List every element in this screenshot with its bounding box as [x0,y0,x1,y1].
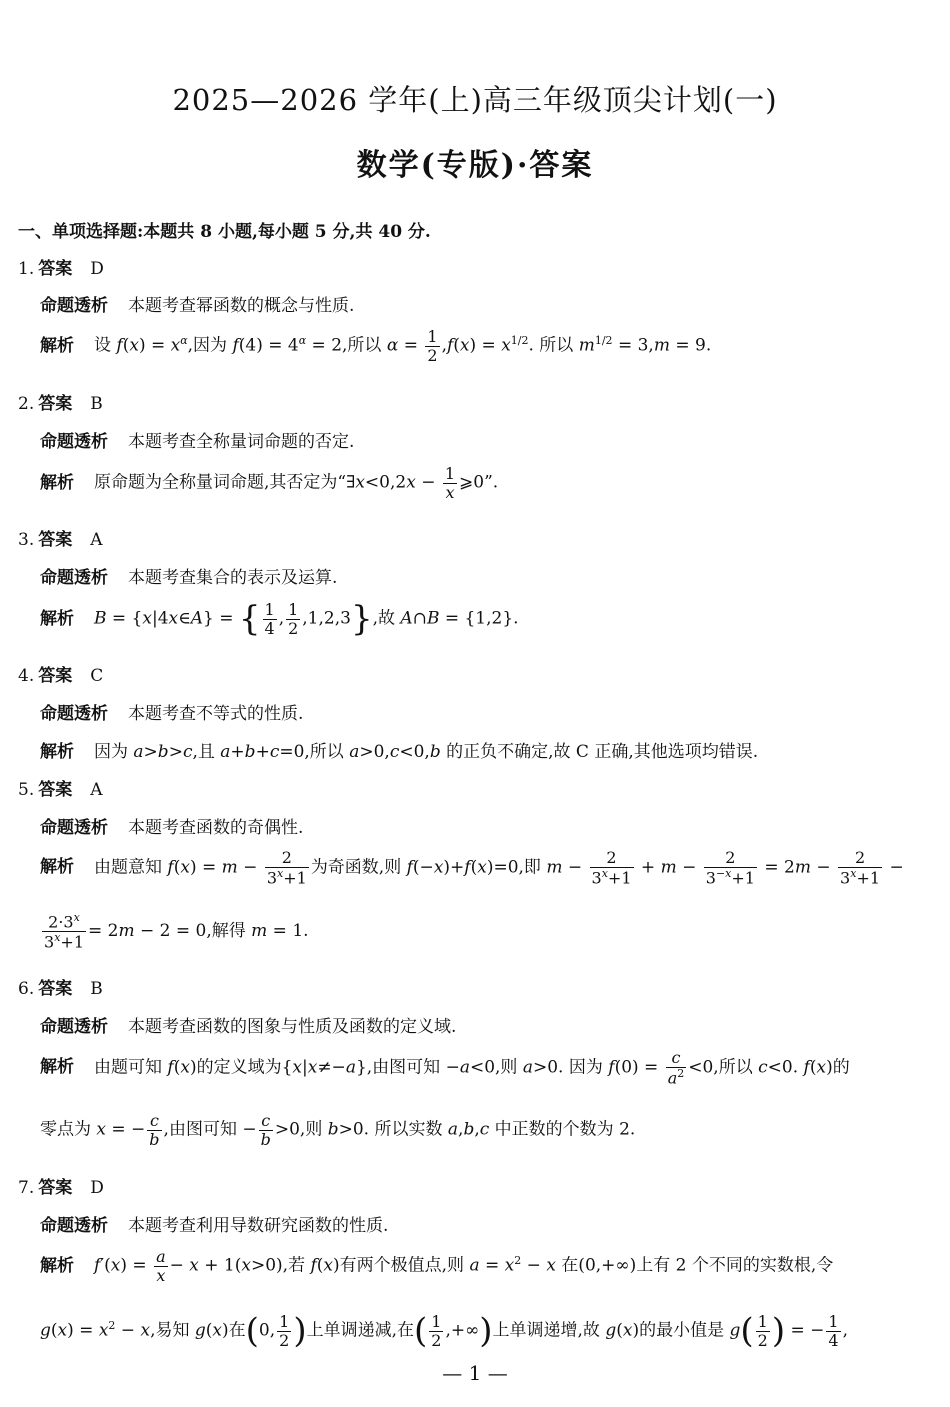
question-5-answer: 5. 答案 A [18,780,103,800]
section-heading: 一、单项选择题:本题共 8 小题,每小题 5 分,共 40 分. [18,222,431,242]
question-6-analysis: 解析 由题可知 f(x)的定义域为{x|x≠−a},由图可知 −a<0,则 a>0. 因为 f(0) = $\frac{c}{a^2}$ <0,所以 c<0. f(x)的 [40,1048,850,1087]
question-2-analysis: 解析 原命题为全称量词命题,其否定为“∃x<0,2x − $\frac{1}{x}$ ⩾0”. [40,464,499,502]
question-3-intent: 命题透析 本题考查集合的表示及运算. [40,568,338,588]
question-4-intent: 命题透析 本题考查不等式的性质. [40,704,304,724]
answer-value: C [90,666,104,686]
question-2-answer: 2. 答案 B [18,394,103,414]
page-number: — 1 — [442,1361,508,1385]
answer-value: A [90,530,103,550]
question-1-analysis: 解析 设 $f(x) = x^\alpha$,因为 $f(4) = 4^\alpha = 2$,所以 α = $\frac{1}{2}$ $,f(x) = x^{1/2}$. 所以 $m^{1/2} = 3,m = 9$. [40,327,712,365]
question-5-intent: 命题透析 本题考查函数的奇偶性. [40,818,304,838]
question-6-answer: 6. 答案 B [18,979,103,999]
answer-value: D [90,1178,104,1198]
question-7-analysis: 解析 f′(x) = $\frac{a}{x}$ − x + 1(x>0),若 f(x)有两个极值点,则 $a = x^2 - x$ 在(0,+∞)上有 2 个不同的实数根,令 [40,1247,834,1285]
question-6-intent: 命题透析 本题考查函数的图象与性质及函数的定义域. [40,1017,457,1037]
page-subtitle: 数学(专版)·答案 [356,148,594,183]
page-title: 2025—2026 学年(上)高三年级顶尖计划(一) [172,83,778,117]
answer-value: D [90,259,104,279]
question-7-analysis-cont: $g(x) = x^2 - x$,易知 g(x)在(0, $\frac{1}{2}$ )上单调递减,在( $\frac{1}{2}$ ,+∞)上单调递增,故 g(x)的最小值是 g( $\frac{1}{2}$ ) = − $\frac{1}{4}$ , [40,1311,849,1351]
question-4-answer: 4. 答案 C [18,666,104,686]
answer-value: A [90,780,103,800]
answer-value: B [90,394,103,414]
question-1-answer: 1. 答案 D [18,259,104,279]
question-5-analysis-cont: $\frac{2\cdot 3^x}{3^x+1}$ = 2m − 2 = 0,解得 m = 1. [44,911,309,952]
question-6-analysis-cont: 零点为 x = − $\frac{c}{b}$ ,由图可知 − $\frac{c}{b}$ >0,则 b>0. 所以实数 a,b,c 中正数的个数为 2. [40,1111,636,1149]
question-2-intent: 命题透析 本题考查全称量词命题的否定. [40,432,355,452]
question-7-answer: 7. 答案 D [18,1178,104,1198]
question-4-analysis: 解析 因为 a>b>c,且 a+b+c=0,所以 a>0,c<0,b 的正负不确定,故 C 正确,其他选项均错误. [40,742,759,762]
question-3-answer: 3. 答案 A [18,530,103,550]
answer-value: B [90,979,103,999]
question-7-intent: 命题透析 本题考查利用导数研究函数的性质. [40,1216,389,1236]
question-1-intent: 命题透析 本题考查幂函数的概念与性质. [40,296,355,316]
question-5-analysis: 解析 由题意知 f(x) = m − $\frac{2}{3^x+1}$ 为奇函数,则 f(−x)+f(x)=0,即 m − $\frac{2}{3^x+1}$ + m − $\frac{2}{3^{-x}+1}$ = 2m − $\frac{2}{3^x+1}$ − [40,848,904,887]
question-3-analysis: 解析 B = {x|4x∈A} = { $\frac{1}{4}$ , $\frac{1}{2}$ ,1,2,3},故 A∩B = {1,2}. [40,599,519,639]
